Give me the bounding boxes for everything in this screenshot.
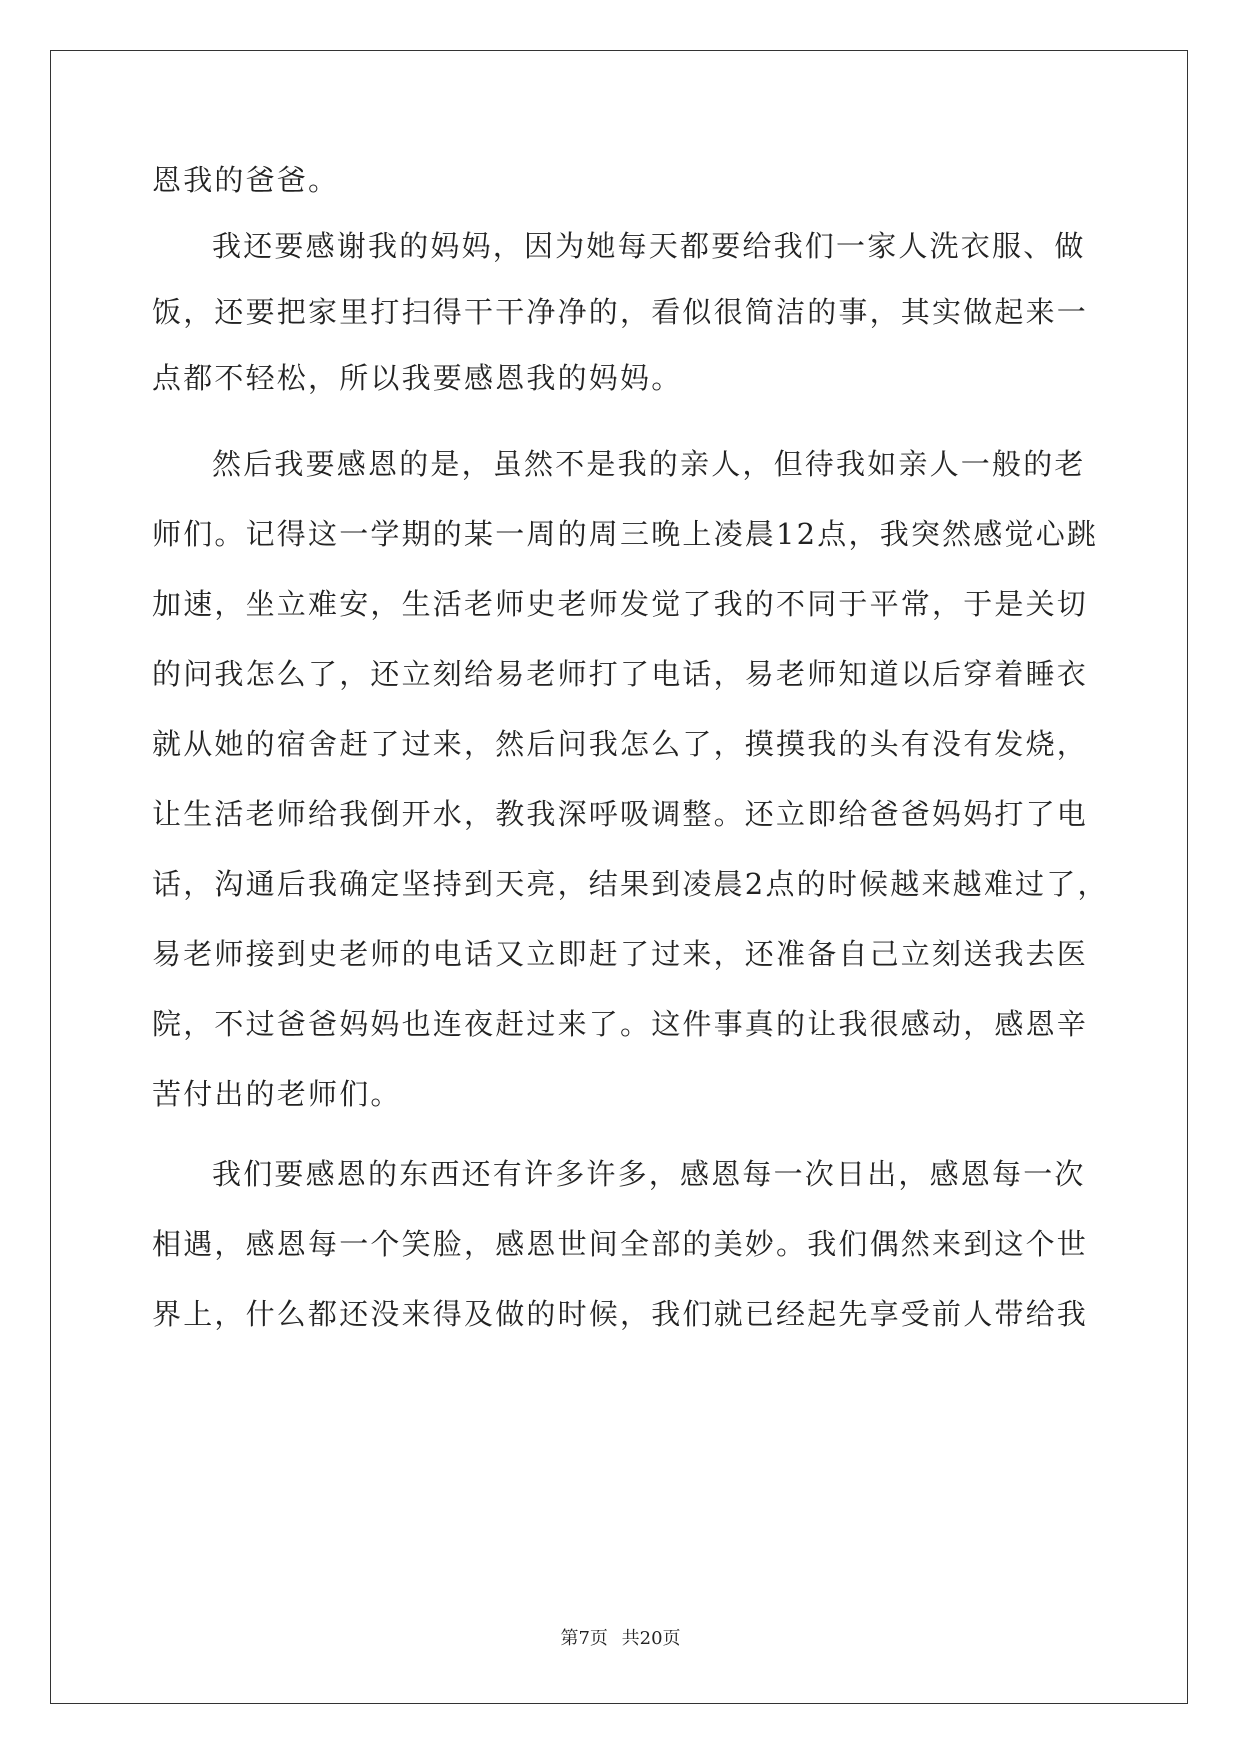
- text-line: 院，不过爸爸妈妈也连夜赶过来了。这件事真的让我很感动，感恩辛: [152, 1007, 1089, 1041]
- text-line: 界上，什么都还没来得及做的时候，我们就已经起先享受前人带给我: [152, 1297, 1089, 1331]
- text-line: 饭，还要把家里打扫得干干净净的，看似很简洁的事，其实做起来一: [152, 295, 1089, 329]
- paragraph-first-line: 我们要感恩的东西还有许多许多，感恩每一次日出，感恩每一次: [212, 1157, 1086, 1191]
- total-page-count: 共20页: [621, 1628, 681, 1649]
- paragraph-first-line: 我还要感谢我的妈妈，因为她每天都要给我们一家人洗衣服、做: [212, 229, 1086, 263]
- text-line: 让生活老师给我倒开水，教我深呼吸调整。还立即给爸爸妈妈打了电: [152, 797, 1089, 831]
- text-line: 的问我怎么了，还立刻给易老师打了电话，易老师知道以后穿着睡衣: [152, 657, 1089, 691]
- text-line: 易老师接到史老师的电话又立即赶了过来，还准备自己立刻送我去医: [152, 937, 1089, 971]
- text-line: 苦付出的老师们。: [152, 1077, 402, 1111]
- page-footer: [0, 1627, 1241, 1651]
- text-line: 话，沟通后我确定坚持到天亮，结果到凌晨2点的时候越来越难过了，: [152, 867, 1109, 901]
- text-line: 恩我的爸爸。: [152, 163, 340, 197]
- current-page-number: 第7页: [560, 1628, 608, 1649]
- text-line: 点都不轻松，所以我要感恩我的妈妈。: [152, 361, 683, 395]
- text-line: 加速，坐立难安，生活老师史老师发觉了我的不同于平常，于是关切: [152, 587, 1089, 621]
- text-line: 就从她的宿舍赶了过来，然后问我怎么了，摸摸我的头有没有发烧，: [152, 727, 1089, 761]
- paragraph-first-line: 然后我要感恩的是，虽然不是我的亲人，但待我如亲人一般的老: [212, 447, 1086, 481]
- text-line: 师们。记得这一学期的某一周的周三晚上凌晨12点，我突然感觉心跳: [152, 517, 1099, 551]
- text-line: 相遇，感恩每一个笑脸，感恩世间全部的美妙。我们偶然来到这个世: [152, 1227, 1089, 1261]
